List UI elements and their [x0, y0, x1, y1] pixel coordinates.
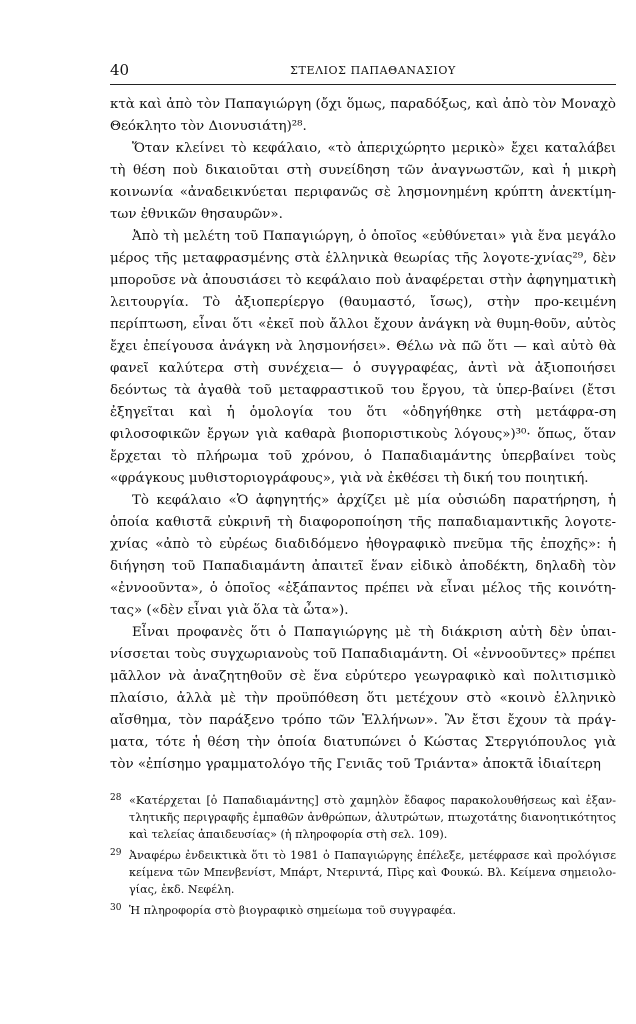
footnote-number: 30 [110, 903, 122, 913]
paragraph-continuation: κτὰ καὶ ἀπὸ τὸν Παπαγιώργη (ὄχι ὅμως, παραδόξως, καὶ ἀπὸ τὸν Μοναχὸ Θεόκλητο τὸν Διονυσιάτη)²⁸. [110, 97, 616, 134]
footnote-text: «Κατέρχεται [ὁ Παπαδιαμάντης] στὸ χαμηλὸν ἔδαφος παρακολουθήσεως καὶ ἐξαν-τλητικῆς περιγραφῆς ἐμπαθῶν ἀνθρώπων, ἀλυτρώτων, πτωχοτάτης διανοητικότητος καὶ τελείας ἀπαιδευσίας» (ἡ πληροφορία στὴ σελ. 109). [129, 794, 616, 841]
footnote-29 [110, 847, 616, 898]
footnote-number: 28 [110, 793, 122, 803]
footnote-30 [110, 902, 616, 919]
footnote-number: 29 [110, 848, 122, 858]
paragraph: Τὸ κεφάλαιο «Ὁ ἀφηγητής» ἀρχίζει μὲ μία οὐσιώδη παρατήρηση, ἡ ὁποία καθιστᾶ εὐκρινῆ τὴ διαφοροποίηση τῆς παπαδιαμαντικῆς λογοτε-χνίας «ἀπὸ τὸ εὐρέως διαδιδόμενο ἠθογραφικὸ πνεῦμα τῆς ἐποχῆς»: ἡ διήγηση τοῦ Παπαδιαμάντη ἀπαιτεῖ ἕναν εἰδικὸ ἀποδέκτη, δηλαδὴ τὸν «ἐννοοῦντα», ὁ ὁποῖος «ἐξάπαντος πρέπει νὰ εἶναι μέλος τῆς κοινότη-τας» («δὲν εἶναι γιὰ ὅλα τὰ ὦτα»). [110, 493, 616, 618]
paragraph: Ὅταν κλείνει τὸ κεφάλαιο, «τὸ ἀπεριχώρητο μερικὸ» ἔχει καταλάβει τὴ θέση ποὺ δικαιοῦται στὴ συνείδηση τῶν ἀναγνωστῶν, καὶ ἡ μικρὴ κοινωνία «ἀναδεικνύεται περιφανῶς σὲ λησμονημένη κρύπτη ἀνεκτίμη-των ἐθνικῶν θησαυρῶν». [110, 141, 616, 222]
paragraph: Ἀπὸ τὴ μελέτη τοῦ Παπαγιώργη, ὁ ὁποῖος «εὐθύνεται» γιὰ ἕνα μεγάλο μέρος τῆς μεταφρασμένης στὰ ἑλληνικὰ θεωρίας τῆς λογοτε-χνίας²⁹, δὲν μποροῦσε νὰ ἀπουσιάσει τὸ κεφάλαιο ποὺ ἀναφέρεται στὴν ἀφηγηματικὴ λειτουργία. Τὸ ἀξιοπερίεργο (θαυμαστό, ἴσως), στὴν προ-κειμένη περίπτωση, εἶναι ὅτι «ἐκεῖ ποὺ ἄλλοι ἔχουν ἀνάγκη νὰ θυμη-θοῦν, αὐτὸς ἔχει ἐπείγουσα ἀνάγκη νὰ λησμονήσει». Θέλω νὰ πῶ ὅτι — καὶ αὐτὸ θὰ φανεῖ καλύτερα στὴ συνέχεια— ὁ συγγραφέας, ἀντὶ νὰ ἀξιοποιήσει δεόντως τὰ ἀγαθὰ τοῦ μεταφραστικοῦ του ἔργου, τὰ ὑπερ-βαίνει (ἔτσι ἐξηγεῖται καὶ ἡ ὁμολογία του ὅτι «ὁδηγήθηκε στὴ μετάφρα-ση φιλοσοφικῶν ἔργων γιὰ καθαρὰ βιοποριστικοὺς λόγους»)³⁰· ὅπως, ὅταν ἔρχεται τὸ πλήρωμα τοῦ χρόνου, ὁ Παπαδιαμάντης ὑπερβαίνει τοὺς «φράγκους μυθιστοριογράφους», γιὰ νὰ ἐκθέσει τὴ δική του ποιητική. [110, 229, 616, 486]
footnote-28 [110, 792, 616, 843]
header-rule [110, 84, 616, 85]
running-head [110, 60, 616, 82]
body-text [110, 94, 616, 776]
paragraph: Εἶναι προφανὲς ὅτι ὁ Παπαγιώργης μὲ τὴ διάκριση αὐτὴ δὲν ὑπαι-νίσσεται τοὺς συγχωριανοὺς τοῦ Παπαδιαμάντη. Οἱ «ἐννοοῦντες» πρέπει μᾶλλον νὰ ἀναζητηθοῦν σὲ ἕνα εὐρύτερο γεωγραφικὸ καὶ πολιτισμικὸ πλαίσιο, ἀλλὰ μὲ τὴν προϋπόθεση ὅτι μετέχουν στὸ «κοινὸ ἑλληνικὸ αἴσθημα, τὸν παράξενο τρόπο τῶν Ἑλλήνων». Ἂν ἔτσι ἔχουν τὰ πράγ-ματα, τότε ἡ θέση τὴν ὁποία διατυπώνει ὁ Κώστας Στεργιόπουλος γιὰ τὸν «ἐπίσημο γραμματολόγο τῆς Γενιᾶς τοῦ Τριάντα» ἀποκτᾶ ἰδιαίτερη [110, 625, 616, 772]
footnotes [110, 792, 616, 923]
footnote-text: Ἀναφέρω ἐνδεικτικὰ ὅτι τὸ 1981 ὁ Παπαγιώργης ἐπέλεξε, μετέφρασε καὶ προλόγισε κείμενα τῶν Μπενβενίστ, Μπάρτ, Ντεριντά, Πὶρς καὶ Φουκώ. Βλ. Κείμενα σημειολο-γίας, ἐκδ. Νεφέλη. [129, 849, 616, 896]
running-title: ΣΤΕΛΙΟΣ ΠΑΠΑΘΑΝΑΣΙΟΥ [290, 64, 456, 77]
page-number: 40 [110, 61, 130, 79]
footnote-text: Ἡ πληροφορία στὸ βιογραφικὸ σημείωμα τοῦ συγγραφέα. [129, 904, 457, 917]
